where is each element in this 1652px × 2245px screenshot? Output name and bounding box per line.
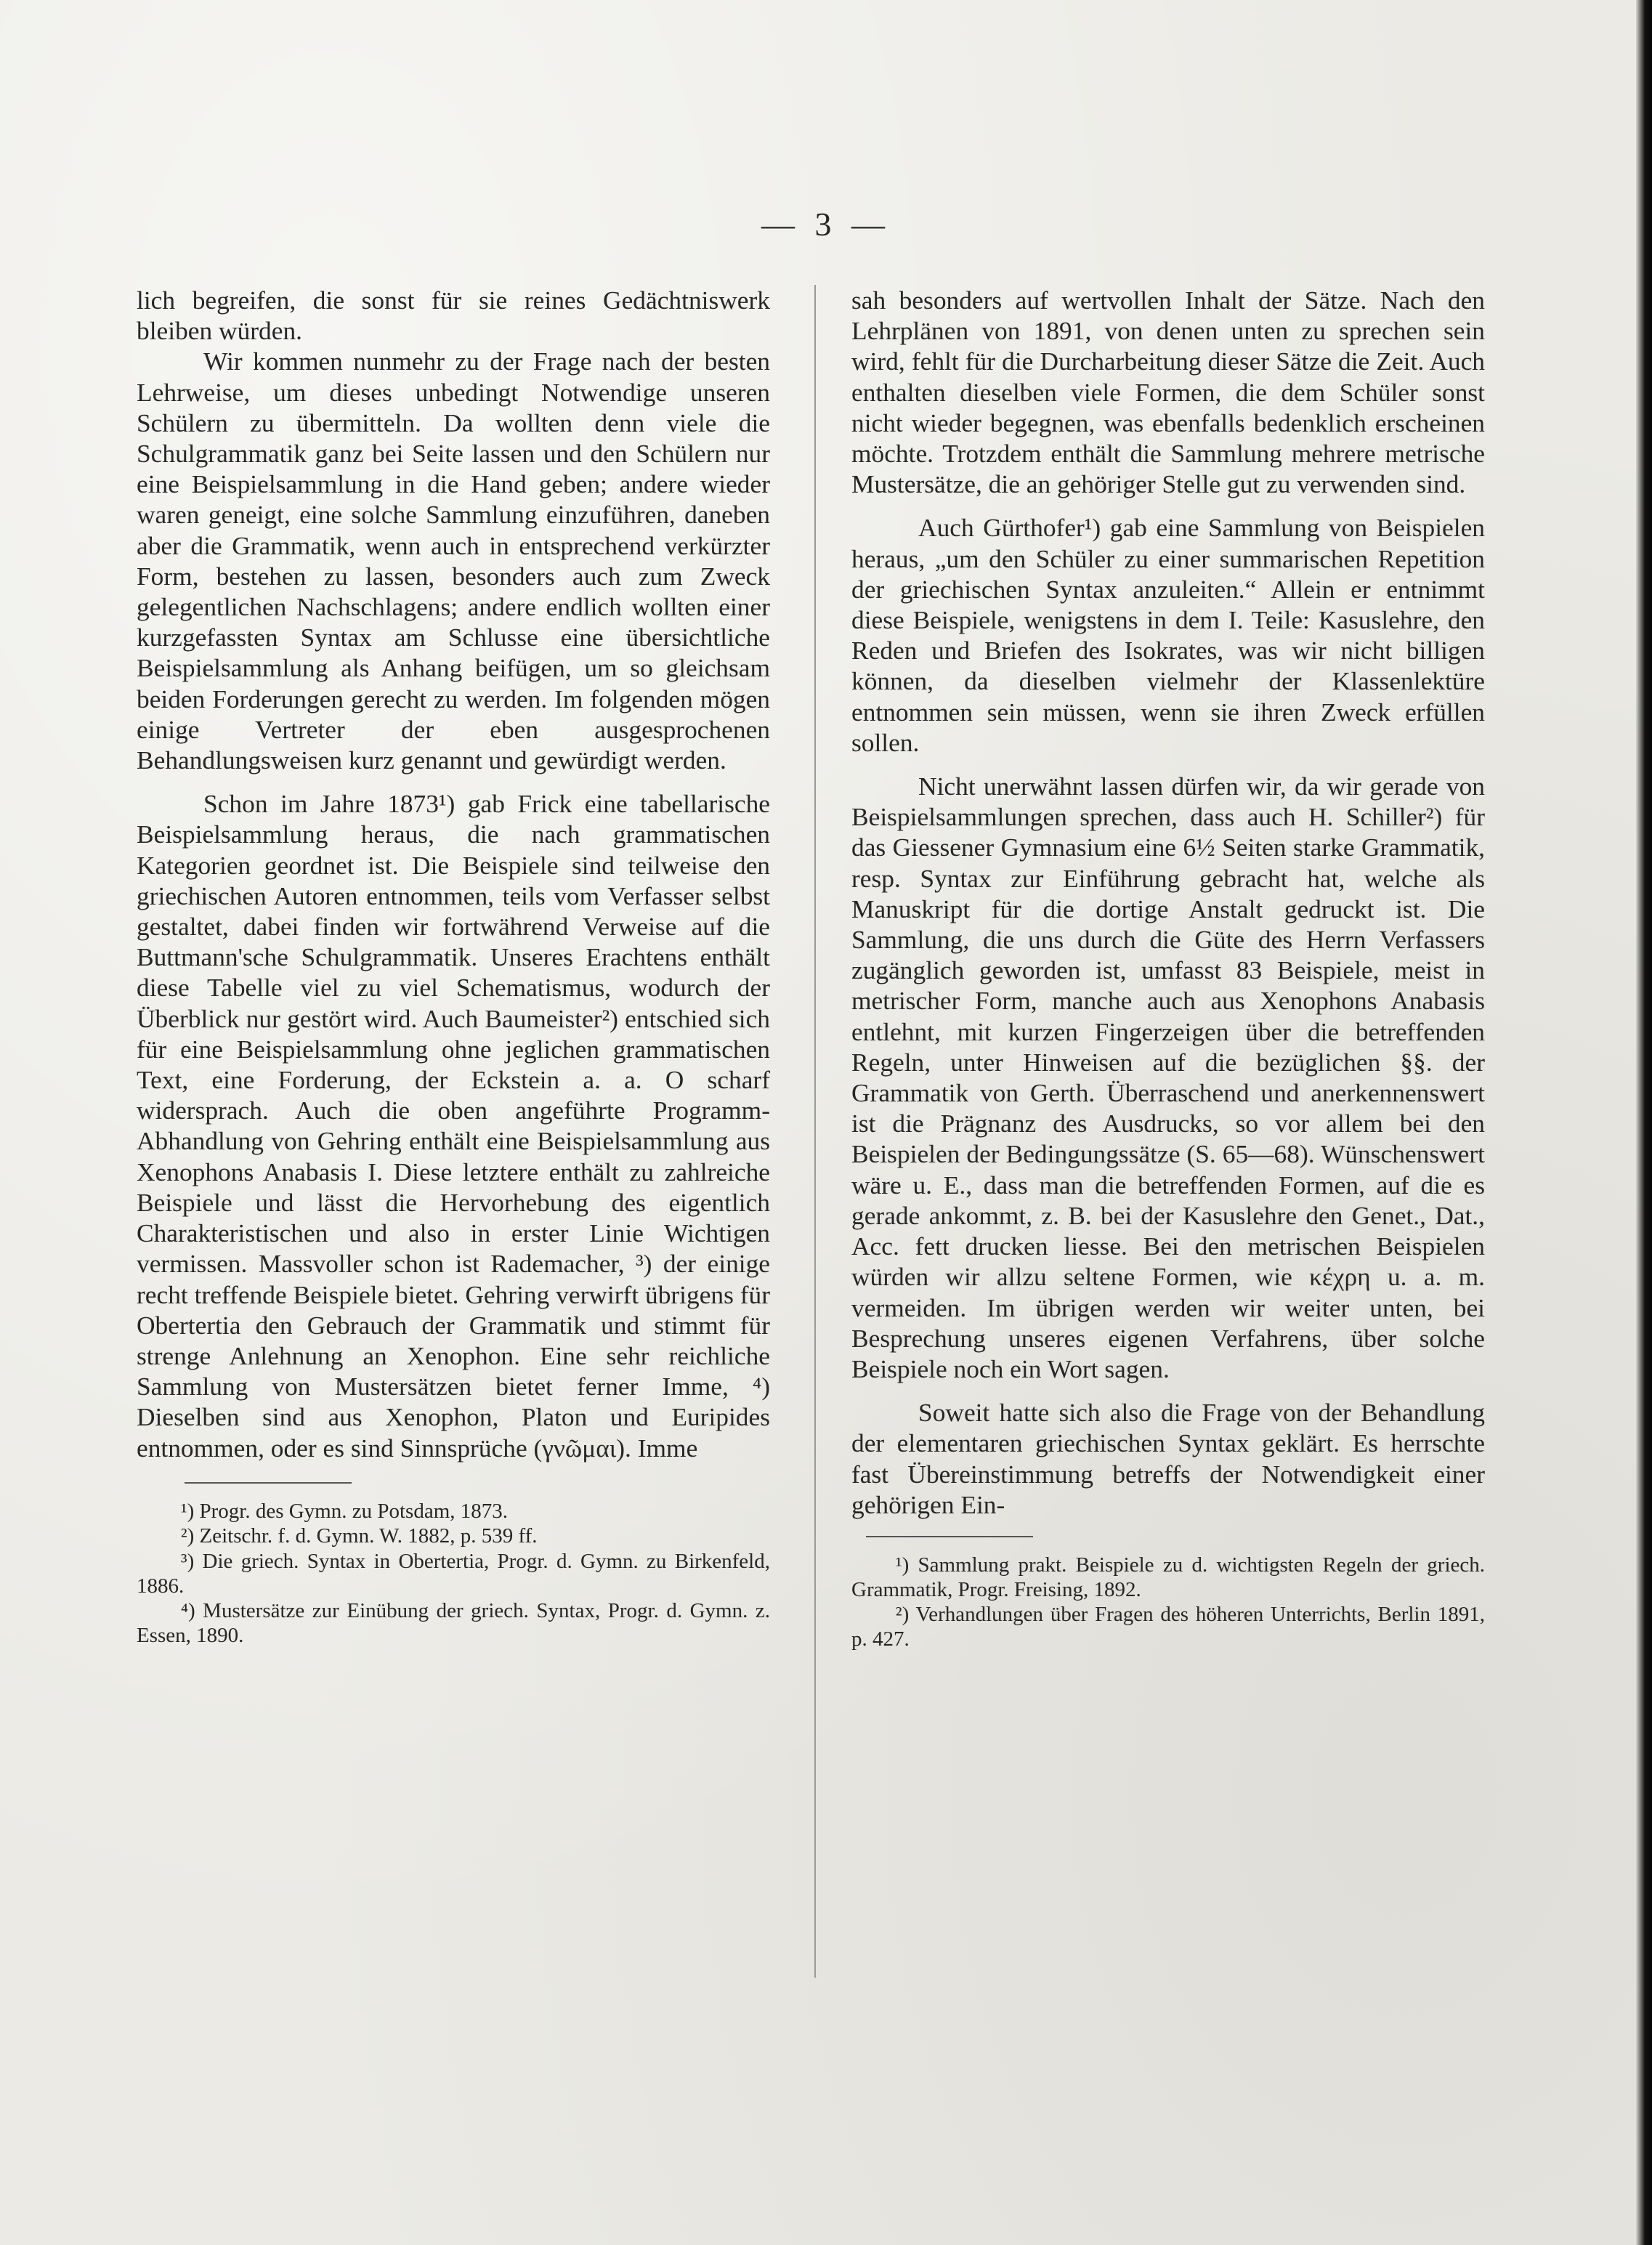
footnote-2: ²) Verhandlungen über Fragen des höheren Unterrichts, Berlin 1891, p. 427.: [851, 1603, 1485, 1651]
footnote-4: ⁴) Mustersätze zur Einübung der griech. Syntax, Progr. d. Gymn. z. Essen, 1890.: [137, 1599, 770, 1647]
right-footnotes: [851, 1553, 1485, 1651]
left-column: [137, 285, 770, 1648]
left-paragraph-2: Wir kommen nunmehr zu der Frage nach der besten Lehrweise, um dieses unbedingt Notwendige unseren Schülern zu übermitteln. Da wollten denn viele die Schulgrammatik ganz bei Seite lassen und den Schülern nur eine Beispielsammlung in die Hand geben; andere wieder waren geneigt, eine solche Sammlung einzuführen, daneben aber die Grammatik, wenn auch in entsprechend verkürzter Form, bestehen zu lassen, besonders auch zum Zweck gelegentlichen Nachschlagens; andere endlich wollten einer kurzgefassten Syntax am Schlusse eine übersichtliche Beispielsammlung als Anhang beifügen, um so gleichsam beiden Forderungen gerecht zu werden. Im folgenden mögen einige Vertreter der eben ausgesprochenen Behandlungsweisen kurz genannt und gewürdigt werden.: [137, 347, 770, 775]
footnote-separator: [185, 1482, 352, 1484]
footnote-1: ¹) Progr. des Gymn. zu Potsdam, 1873.: [180, 1499, 509, 1523]
footnote-1: ¹) Sammlung prakt. Beispiele zu d. wichtigsten Regeln der griech. Grammatik, Progr. Freising, 1892.: [851, 1553, 1485, 1601]
right-paragraph-4: Soweit hatte sich also die Frage von der Behandlung der elementaren griechischen Syntax geklärt. Es herrschte fast Übereinstimmung betreffs der Notwendigkeit einer gehörigen Ein-: [851, 1398, 1485, 1519]
footnote-separator: [866, 1536, 1033, 1537]
footnote-3: ³) Die griech. Syntax in Obertertia, Progr. d. Gymn. zu Birkenfeld, 1886.: [137, 1549, 770, 1598]
right-paragraph-1: sah besonders auf wertvollen Inhalt der Sätze. Nach den Lehrplänen von 1891, von denen unten zu sprechen sein wird, fehlt für die Durcharbeitung dieser Sätze die Zeit. Auch enthalten dieselben viele Formen, die dem Schüler sonst nicht wieder begegnen, was ebenfalls bedenklich erscheinen möchte. Trotzdem enthält die Sammlung mehrere metrische Mustersätze, die an gehöriger Stelle gut zu verwenden sind.: [851, 286, 1485, 499]
scan-edge: [1636, 0, 1652, 2245]
right-paragraph-3: Nicht unerwähnt lassen dürfen wir, da wir gerade von Beispielsammlungen sprechen, dass auch H. Schiller²) für das Giessener Gymnasium eine 6½ Seiten starke Grammatik, resp. Syntax zur Einführung gebracht hat, welche als Manuskript für die dortige Anstalt gedruckt ist. Die Sammlung, die uns durch die Güte des Herrn Verfassers zugänglich geworden ist, umfasst 83 Beispiele, meist in metrischer Form, manche auch aus Xenophons Anabasis entlehnt, mit kurzen Fingerzeigen über die betreffenden Regeln, unter Hinweisen auf die bezüglichen §§. der Grammatik von Gerth. Überraschend und anerkennenswert ist die Prägnanz des Ausdrucks, so vor allem bei den Beispielen der Bedingungssätze (S. 65—68). Wünschenswert wäre u. E., dass man die betreffenden Formen, auf die es gerade ankommt, z. B. bei der Kasuslehre den Genet., Dat., Acc. fett drucken liesse. Bei den metrischen Beispielen würden wir allzu seltene Formen, wie κέχρη u. a. m. vermeiden. Im übrigen werden wir weiter unten, bei Besprechung unseres eigenen Verfahrens, über solche Beispiele noch ein Wort sagen.: [851, 772, 1485, 1383]
right-column: [851, 285, 1485, 1651]
footnote-2: ²) Zeitschr. f. d. Gymn. W. 1882, p. 539 ff.: [180, 1524, 538, 1548]
left-footnotes: [137, 1500, 770, 1649]
page-number: — 3 —: [761, 206, 891, 243]
left-paragraph-3: Schon im Jahre 1873¹) gab Frick eine tabellarische Beispielsammlung heraus, die nach grammatischen Kategorien geordnet ist. Die Beispiele sind teilweise den griechischen Autoren entnommen, teils vom Verfasser selbst gestaltet, dabei finden wir fortwährend Verweise auf die Buttmann'sche Schulgrammatik. Unseres Erachtens enthält diese Tabelle viel zu viel Schematismus, wodurch der Überblick nur gestört wird. Auch Baumeister²) entschied sich für eine Beispielsammlung ohne jeglichen grammatischen Text, eine Forderung, der Eckstein a. a. O scharf widersprach. Auch die oben angeführte Programm-Abhandlung von Gehring enthält eine Beispielsammlung aus Xenophons Anabasis I. Diese letztere enthält zu zahlreiche Beispiele und lässt die Hervorhebung des eigentlich Charakteristischen und also in erster Linie Wichtigen vermissen. Massvoller schon ist Rademacher, ³) der einige recht treffende Beispiele bietet. Gehring verwirft übrigens für Obertertia den Gebrauch der Grammatik und stimmt für strenge Anlehnung an Xenophon. Eine sehr reichliche Sammlung von Mustersätzen bietet ferner Imme, ⁴) Dieselben sind aus Xenophon, Platon und Euripides entnommen, oder es sind Sinnsprüche (γνῶμαι). Imme: [137, 789, 770, 1463]
left-paragraph-1: lich begreifen, die sonst für sie reines Gedächtniswerk bleiben würden.: [137, 286, 770, 346]
column-divider: [814, 285, 816, 1978]
right-paragraph-2: Auch Gürthofer¹) gab eine Sammlung von Beispielen heraus, „um den Schüler zu einer summarischen Repetition der griechischen Syntax anzuleiten.“ Allein er entnimmt diese Beispiele, wenigstens in dem I. Teile: Kasuslehre, den Reden und Briefen des Isokrates, was wir nicht billigen können, da dieselben vielmehr der Klassenlektüre entnommen sein müssen, wenn sie ihren Zweck erfüllen sollen.: [851, 513, 1485, 757]
